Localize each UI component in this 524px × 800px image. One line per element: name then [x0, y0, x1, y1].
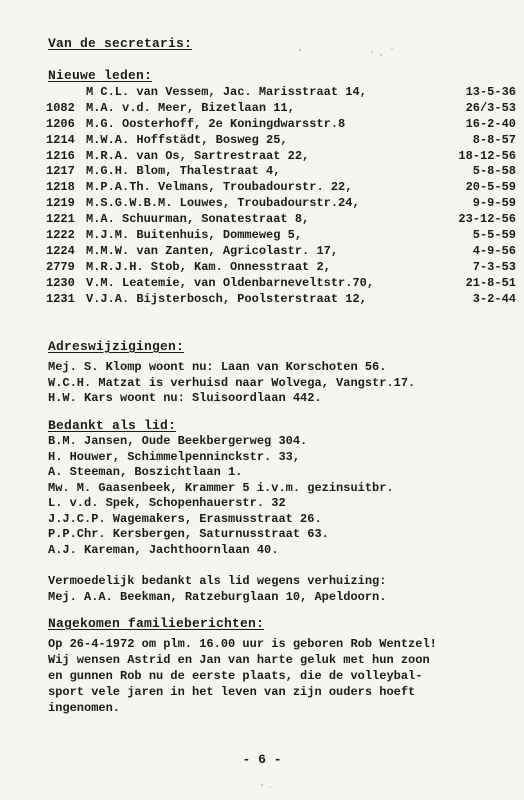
member-row: [46, 228, 516, 244]
list-item: B.M. Jansen, Oude Beekbergerweg 304.: [48, 434, 308, 448]
member-row: [46, 133, 516, 149]
member-birthdate: 16-2-40: [465, 116, 516, 131]
member-name-address: M.J.M. Buitenhuis, Dommeweg 5,: [86, 228, 303, 243]
member-number: [46, 85, 86, 101]
member-row: [46, 244, 516, 260]
member-row: [46, 196, 516, 212]
member-number: 1217: [46, 164, 75, 179]
list-item: Mw. M. Gaasenbeek, Krammer 5 i.v.m. gezinsuitbr.: [48, 480, 394, 495]
secretary-heading: Van de secretaris:: [48, 36, 193, 51]
member-birthdate: 9-9-59: [472, 196, 516, 211]
list-item: W.C.H. Matzat is verhuisd naar Wolvega, Vangstr.17.: [48, 375, 416, 390]
member-number: 1082: [46, 100, 75, 115]
address-changes-list: [48, 360, 510, 407]
member-birthdate: 26/3-53: [465, 100, 516, 115]
member-birthdate: 8-8-57: [472, 132, 516, 147]
member-birthdate: 13-5-36: [465, 85, 516, 99]
member-row: [46, 260, 516, 276]
member-row: [46, 101, 516, 117]
list-item: H.W. Kars woont nu: Sluisoordlaan 442.: [48, 391, 322, 405]
list-item: A.J. Kareman, Jachthoornlaan 40.: [48, 542, 279, 557]
list-item: H. Houwer, Schimmelpenninckstr. 33,: [48, 449, 301, 464]
member-birthdate: 23-12-56: [458, 212, 516, 227]
member-birthdate: 4-9-56: [472, 243, 516, 258]
member-name-address: M.S.G.W.B.M. Louwes, Troubadourstr.24,: [86, 196, 360, 211]
member-number: 1230: [46, 275, 75, 290]
address-changes-heading: Adreswijzigingen:: [48, 339, 185, 354]
member-name-address: M.G.H. Blom, Thalestraat 4,: [86, 164, 281, 179]
family-news-text: [48, 636, 510, 716]
member-row: [46, 276, 516, 292]
member-birthdate: 21-8-51: [465, 275, 516, 290]
member-name-address: M.A. Schuurman, Sonatestraat 8,: [86, 212, 310, 227]
member-name-address: V.M. Leatemie, van Oldenbarneveltstr.70,: [86, 275, 375, 290]
family-news-heading: Nagekomen familieberichten:: [48, 616, 265, 631]
member-birthdate: 5-5-59: [472, 228, 516, 243]
member-row: [46, 149, 516, 165]
member-birthdate: 3-2-44: [472, 291, 516, 306]
resigned-heading: Bedankt als lid:: [48, 418, 177, 433]
member-name-address: V.J.A. Bijsterbosch, Poolsterstraat 12,: [86, 291, 367, 306]
member-number: 1224: [46, 243, 75, 258]
moving-notice: [48, 574, 510, 605]
moving-intro: Vermoedelijk bedankt als lid wegens verhuizing:: [48, 574, 387, 588]
resigned-list: [48, 434, 510, 558]
member-row: [46, 85, 516, 101]
member-number: 2779: [46, 259, 75, 274]
list-item: L. v.d. Spek, Schopenhauerstr. 32: [48, 496, 286, 510]
member-name-address: M C.L. van Vessem, Jac. Marisstraat 14,: [86, 85, 367, 99]
member-birthdate: 7-3-53: [472, 259, 516, 274]
member-birthdate: 18-12-56: [458, 148, 516, 163]
family-news-paragraph: Op 26-4-1972 om plm. 16.00 uur is geboren Rob Wentzel! Wij wensen Astrid en Jan van harte geluk met hun zoon en gunnen Rob nu de eerste plaats, die de volleybal- sport vele jaren in het leven van zijn ouders hoeft ingenomen.: [48, 637, 437, 715]
page-number: - 6 -: [242, 752, 282, 767]
list-item: P.P.Chr. Kersbergen, Saturnusstraat 63.: [48, 527, 329, 541]
member-number: 1218: [46, 180, 75, 195]
new-members-list: [46, 85, 516, 307]
list-item: Mej. S. Klomp woont nu: Laan van Korschoten 56.: [48, 360, 387, 374]
member-name-address: M.G. Oosterhoff, 2e Koningdwarsstr.8: [86, 116, 346, 131]
list-item: J.J.C.P. Wagemakers, Erasmusstraat 26.: [48, 511, 322, 526]
list-item: Mej. A.A. Beekman, Ratzeburglaan 10, Apeldoorn.: [48, 589, 387, 604]
member-row: [46, 292, 516, 308]
member-row: [46, 212, 516, 228]
member-name-address: M.W.A. Hoffstädt, Bosweg 25,: [86, 132, 288, 147]
member-number: 1221: [46, 212, 75, 227]
member-row: [46, 180, 516, 196]
member-number: 1206: [46, 116, 75, 131]
member-name-address: M.R.J.H. Stob, Kam. Onnesstraat 2,: [86, 259, 331, 274]
member-number: 1231: [46, 291, 75, 306]
member-number: 1222: [46, 228, 75, 243]
member-name-address: M.R.A. van Os, Sartrestraat 22,: [86, 148, 310, 163]
member-row: [46, 117, 516, 133]
member-number: 1216: [46, 148, 75, 163]
member-row: [46, 164, 516, 180]
member-name-address: M.A. v.d. Meer, Bizetlaan 11,: [86, 100, 295, 115]
member-name-address: M.P.A.Th. Velmans, Troubadourstr. 22,: [86, 180, 353, 195]
member-name-address: M.M.W. van Zanten, Agricolastr. 17,: [86, 243, 339, 258]
list-item: A. Steeman, Boszichtlaan 1.: [48, 465, 243, 479]
member-number: 1214: [46, 132, 75, 147]
member-birthdate: 5-8-58: [472, 164, 516, 179]
member-number: 1219: [46, 196, 75, 211]
new-members-heading: Nieuwe leden:: [48, 68, 153, 83]
member-birthdate: 20-5-59: [465, 180, 516, 195]
